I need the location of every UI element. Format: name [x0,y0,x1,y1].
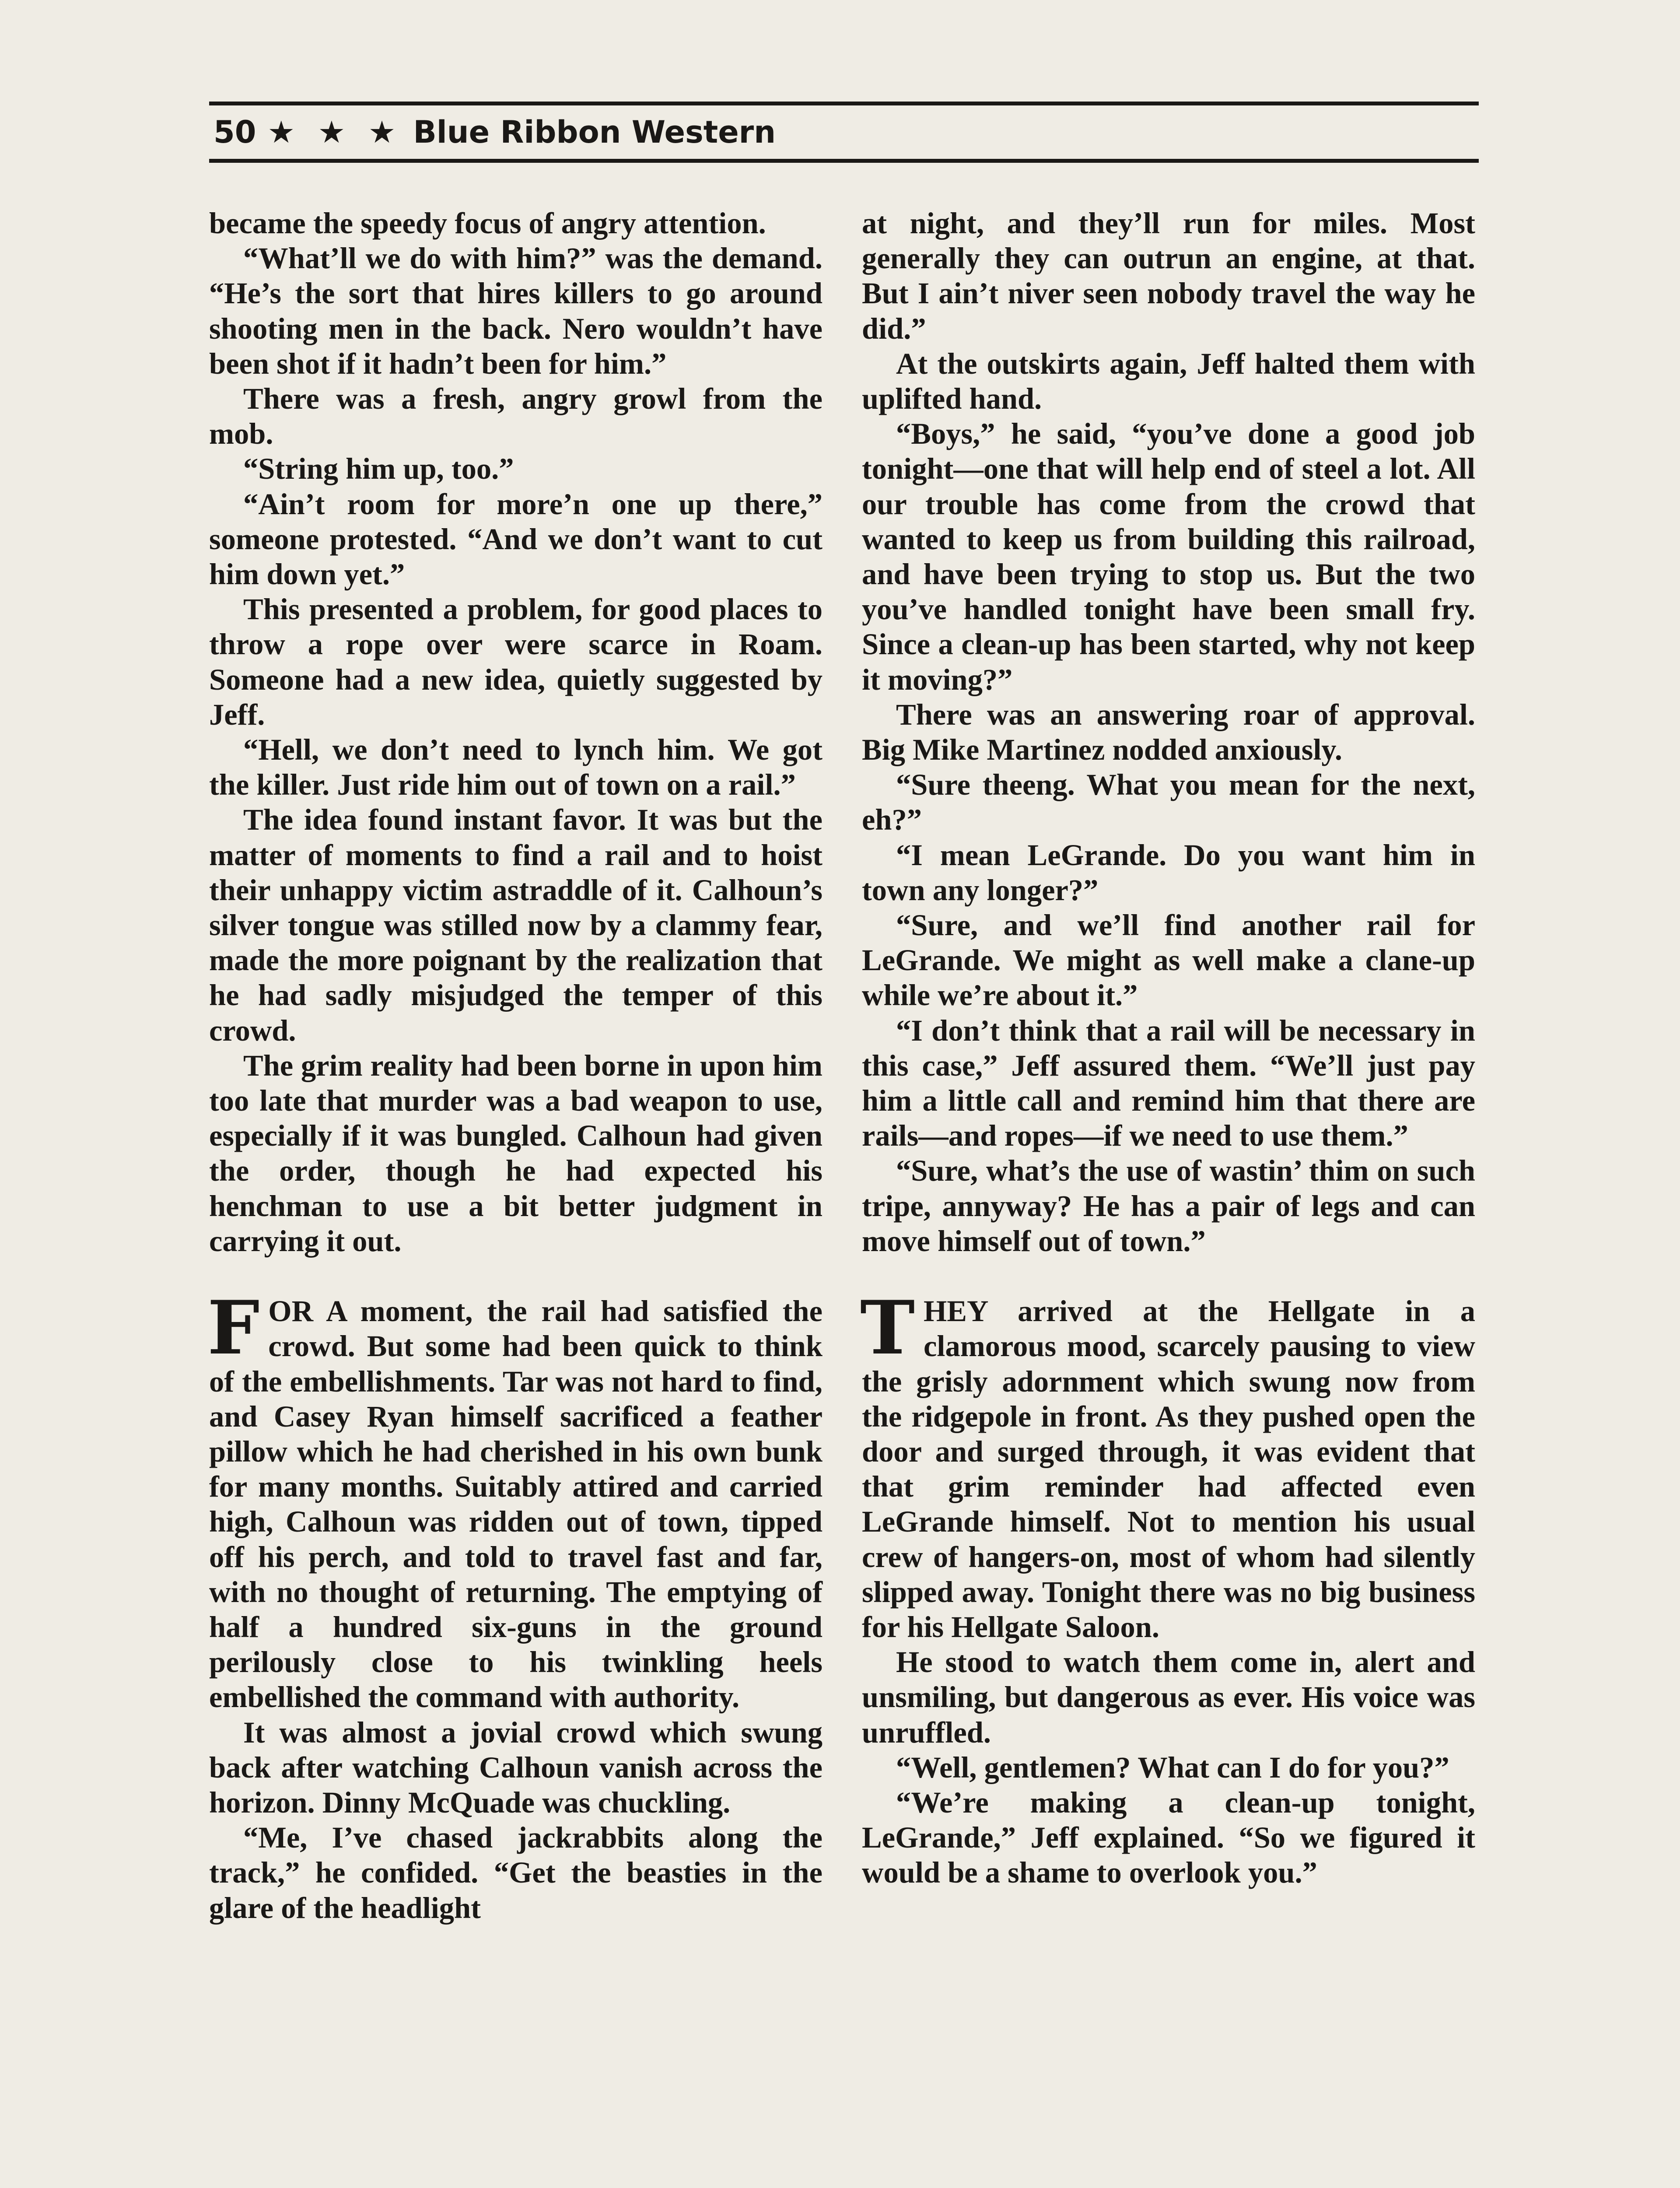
star-icons: ★ ★ ★ [267,114,402,150]
paragraph: “What’ll we do with him?” was the demand. “He’s the sort that hires killers to go around shooting men in the back. Nero wouldn’t have been shot if it hadn’t been for him.” [209,242,822,380]
drop-cap: F [207,1284,260,1371]
paragraph: “Hell, we don’t need to lynch him. We got the killer. Just ride him out of town on a rail.” [209,733,822,802]
paragraph: The idea found instant favor. It was but the matter of moments to find a rail and to hoist their unhappy victim astraddle of it. Calhoun’s silver tongue was stilled now by a clammy fear, made the more poignant by the realization that he had sadly misjudged the temper of this crowd. [209,803,822,1047]
left-column [209,206,822,1925]
paragraph: It was almost a jovial crowd which swung back after watching Calhoun vanish across the horizon. Dinny McQuade was chuckling. [209,1715,822,1819]
paragraph: “Sure, what’s the use of wastin’ thim on such tripe, annyway? He has a pair of legs and can move himself out of town.” [862,1154,1475,1258]
section-opening-paragraph [860,1284,1475,1645]
page-header [209,102,1479,163]
paragraph: There was a fresh, angry growl from the mob. [209,382,822,451]
paragraph: “I don’t think that a rail will be necessary in this case,” Jeff assured them. “We’ll just pay him a little call and remind him that there are rails—and ropes—if we need to use them.” [862,1013,1475,1153]
paragraph: “We’re making a clean-up tonight, LeGrande,” Jeff explained. “So we figured it would be a shame to overlook you.” [862,1785,1475,1890]
paragraph: at night, and they’ll run for miles. Most generally they can outrun an engine, at that. But I ain’t niver seen nobody travel the way he did.” [862,207,1475,345]
section-opening-paragraph [207,1284,822,1715]
section-text: HEY arrived at the Hellgate in a clamorous mood, scarcely pausing to view the grisly adornment which swung now from the ridgepole in front. As they pushed open the door and surged through, it was evident that that grim reminder had affected even LeGrande himself. Not to mention his usual crew of hangers-on, most of whom had silently slipped away. Tonight there was no big business for his Hellgate Saloon. [862,1294,1475,1644]
paragraph: became the speedy focus of angry attention. [209,207,766,240]
drop-cap: T [860,1284,915,1371]
paragraph: This presented a problem, for good places to throw a rope over were scarce in Roam. Someone had a new idea, quietly suggested by Jeff. [209,593,822,731]
paragraph: “Sure, and we’ll find another rail for LeGrande. We might as well make a clane-up while we’re about it.” [862,908,1475,1012]
paragraph: “Boys,” he said, “you’ve done a good job tonight—one that will help end of steel a lot. All our trouble has come from the crowd that wanted to keep us from building this railroad, and have been trying to stop us. But the two you’ve handled tonight have been small fry. Since a clean-up has been started, why not keep it moving?” [862,417,1475,696]
paragraph: “Well, gentlemen? What can I do for you?” [896,1750,1449,1784]
paragraph: “Sure theeng. What you mean for the next, eh?” [862,768,1475,837]
paragraph: “Ain’t room for more’n one up there,” someone protested. “And we don’t want to cut him down yet.” [209,487,822,591]
paragraph: “I mean LeGrande. Do you want him in town any longer?” [862,838,1475,907]
right-column [862,206,1475,1890]
paragraph: “String him up, too.” [243,452,514,486]
page-number: 50 [214,114,256,150]
publication-title: Blue Ribbon Western [413,114,776,150]
paragraph: He stood to watch them come in, alert and unsmiling, but dangerous as ever. His voice was unruffled. [862,1645,1475,1749]
section-text: OR A moment, the rail had satisfied the crowd. But some had been quick to think of the embellishments. Tar was not hard to find, and Casey Ryan himself sacrificed a feather pillow which he had cherished in his own bunk for many months. Suitably attired and carried high, Calhoun was ridden out of town, tipped off his perch, and told to travel fast and far, with no thought of returning. The emptying of half a hundred six-guns in the ground perilously close to his twinkling heels embellished the command with authority. [209,1294,822,1714]
paragraph: At the outskirts again, Jeff halted them with uplifted hand. [862,347,1475,416]
paragraph: The grim reality had been borne in upon him too late that murder was a bad weapon to use, especially if it was bungled. Calhoun had given the order, though he had expected his henchman to use a bit better judgment in carrying it out. [209,1048,822,1258]
paragraph: There was an answering roar of approval. Big Mike Martinez nodded anxiously. [862,698,1475,767]
paragraph: “Me, I’ve chased jackrabbits along the track,” he confided. “Get the beasties in the glare of the headlight [209,1821,822,1925]
